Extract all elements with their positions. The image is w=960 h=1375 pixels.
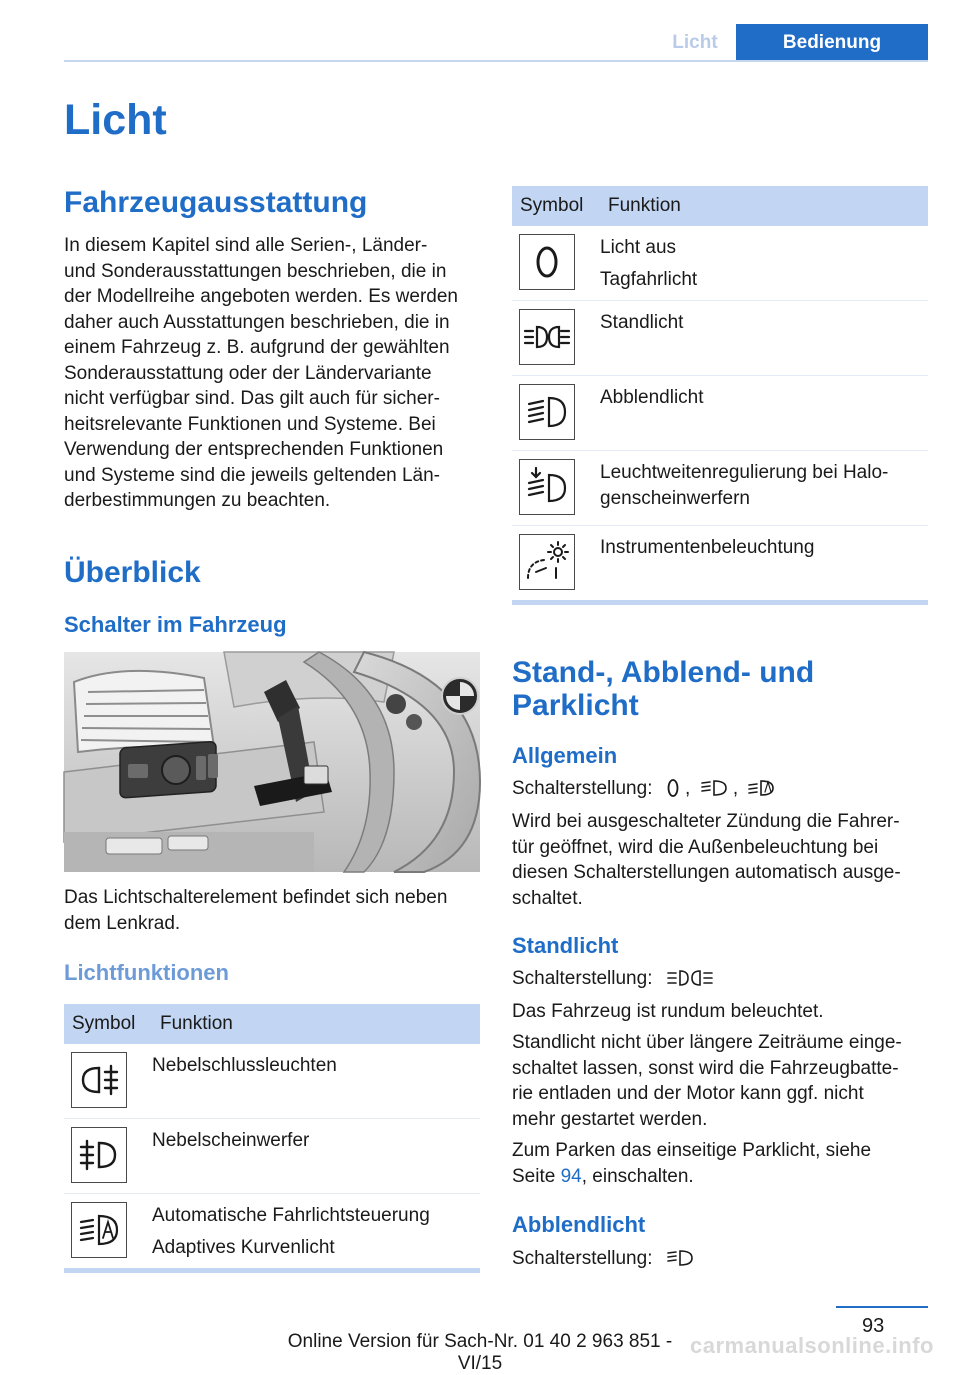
col-header-symbol: Symbol	[64, 1004, 152, 1044]
funktion-text: Nebelscheinwerfer	[152, 1130, 310, 1151]
parking-light-icon	[666, 968, 714, 996]
text-line: Verwendung der entsprechenden Funktionen	[64, 439, 444, 460]
separator: ,	[685, 778, 691, 799]
chapter-title: Licht	[64, 96, 167, 144]
table-row	[512, 451, 928, 526]
symbol-funktion-table	[512, 186, 928, 605]
parking-light-icon	[519, 309, 575, 365]
text-line: und Systeme sind die jeweils geltenden Län-	[64, 464, 441, 486]
heading-schalter: Schalter im Fahrzeug	[64, 612, 287, 637]
abblendlicht-switch-position	[512, 1246, 932, 1276]
heading-line: Stand-, Abblend- und	[512, 656, 815, 689]
heading-standlicht: Standlicht	[512, 933, 619, 958]
dashboard-switch-photo	[64, 652, 480, 872]
funktion-cell	[152, 1044, 480, 1119]
heading-lichtfunktionen: Lichtfunktionen	[64, 960, 229, 985]
funktion-text: Nebelschlussleuchten	[152, 1055, 337, 1076]
text-line: rie entladen und der Motor kann ggf. nicht	[512, 1083, 864, 1104]
funktion-cell	[600, 376, 928, 451]
online-version-text: Online Version für Sach-Nr. 01 40 2 963 851 - VI/15	[287, 1331, 673, 1374]
text-line: Wird bei ausgeschalteter Zündung die Fahrer-	[512, 811, 900, 832]
zero-light-off-icon	[519, 234, 575, 290]
funktion-text: Leuchtweitenregulierung bei Halo-	[600, 462, 889, 483]
page-ref-link[interactable]: 94	[560, 1165, 582, 1187]
instrument-lighting-icon	[519, 534, 575, 590]
auto-headlight-icon	[71, 1202, 127, 1258]
funktion-text: genscheinwerfern	[600, 488, 750, 509]
fahrzeugausstattung-text	[64, 233, 484, 514]
lichtfunktionen-table	[64, 1004, 480, 1273]
text-line: mehr gestartet werden.	[512, 1108, 708, 1130]
symbol-cell	[512, 526, 600, 603]
switch-label: Schalterstellung:	[512, 778, 653, 799]
funktion-cell	[152, 1119, 480, 1194]
rear-fog-light-icon	[71, 1052, 127, 1108]
text-line: tür geöffnet, wird die Außenbeleuchtung bei	[512, 836, 879, 858]
page-ref-prefix: Seite	[512, 1165, 556, 1187]
headlight-range-icon	[519, 459, 575, 515]
symbol-cell	[512, 301, 600, 376]
switch-label: Schalterstellung:	[512, 1248, 653, 1269]
standlicht-text-2	[512, 1030, 932, 1132]
funktion-text: Licht aus	[600, 237, 677, 258]
text-line: dem Lenkrad.	[64, 912, 181, 934]
text-line: Das Lichtschalterelement befindet sich neben	[64, 887, 448, 908]
photo-caption	[64, 885, 484, 936]
standlicht-text-1: Das Fahrzeug ist rundum beleuchtet.	[512, 1001, 824, 1022]
symbol-cell	[512, 226, 600, 301]
heading-allgemein: Allgemein	[512, 743, 618, 768]
table-row	[64, 1044, 480, 1119]
funktion-text: Standlicht	[600, 312, 684, 333]
table-header-row	[512, 186, 928, 226]
funktion-cell	[600, 451, 928, 526]
text-line: Standlicht nicht über längere Zeiträume einge-	[512, 1032, 902, 1053]
low-beam-icon	[747, 778, 775, 806]
symbol-cell	[64, 1194, 152, 1271]
text-line: und Sonderausstattungen beschrieben, die in	[64, 260, 447, 282]
text-line: heitsrelevante Funktionen und Systeme. Bei	[64, 413, 436, 435]
text-line: derbestimmungen zu beachten.	[64, 490, 331, 511]
switch-label: Schalterstellung:	[512, 968, 653, 989]
heading-abblendlicht: Abblendlicht	[512, 1212, 646, 1237]
text-line: Zum Parken das einseitige Parklicht, siehe	[512, 1140, 872, 1161]
text-line: einem Fahrzeug z. B. aufgrund der gewählten	[64, 337, 450, 358]
table-row	[64, 1119, 480, 1194]
heading-fahrzeugausstattung: Fahrzeugausstattung	[64, 186, 368, 219]
table-row	[512, 526, 928, 603]
funktion-cell	[600, 301, 928, 376]
page-number: 93	[862, 1315, 885, 1337]
symbol-cell	[64, 1119, 152, 1194]
allgemein-switch-positions	[512, 776, 932, 806]
symbol-cell	[512, 376, 600, 451]
funktion-cell	[600, 226, 928, 301]
standlicht-switch-position	[512, 966, 932, 996]
text-line: schaltet lassen, sonst wird die Fahrzeugbatte-	[512, 1057, 899, 1079]
watermark: carmanualsonline.info	[690, 1333, 934, 1358]
standlicht-text-3	[512, 1138, 932, 1189]
funktion-cell	[152, 1194, 480, 1271]
col-header-funktion: Funktion	[152, 1004, 480, 1044]
funktion-text: Tagfahrlicht	[600, 269, 698, 290]
table-row	[512, 226, 928, 301]
zero-light-off-icon	[666, 778, 680, 806]
text-line: der Modellreihe angeboten werden. Es werden	[64, 286, 458, 307]
table-row	[512, 376, 928, 451]
text-line: diesen Schalterstellungen automatisch ausge-	[512, 862, 901, 883]
page-ref-suffix: , einschalten.	[581, 1165, 694, 1187]
funktion-text: Automatische Fahrlichtsteuerung	[152, 1205, 430, 1226]
low-beam-icon	[519, 384, 575, 440]
symbol-cell	[512, 451, 600, 526]
text-line: Sonderausstattung oder der Ländervariante	[64, 362, 432, 384]
text-line	[512, 1164, 932, 1190]
text-line: nicht verfügbar sind. Das gilt auch für sicher-	[64, 388, 440, 409]
separator: ,	[732, 778, 739, 799]
col-header-symbol: Symbol	[512, 186, 600, 226]
funktion-text: Adaptives Kurvenlicht	[152, 1237, 335, 1258]
low-beam-icon	[666, 1248, 694, 1276]
heading-ueberblick: Überblick	[64, 556, 201, 589]
text-line: schaltet.	[512, 887, 583, 909]
text-line: In diesem Kapitel sind alle Serien-, Länder-	[64, 235, 428, 256]
footer-rule	[836, 1306, 928, 1308]
funktion-text: Abblendlicht	[600, 387, 704, 408]
table-row	[64, 1194, 480, 1271]
funktion-cell	[600, 526, 928, 603]
funktion-text: Instrumentenbeleuchtung	[600, 537, 815, 558]
dashboard-illustration	[64, 652, 480, 872]
header-tab-chapter: Bedienung	[736, 24, 928, 61]
front-fog-light-icon	[71, 1127, 127, 1183]
col-header-funktion: Funktion	[600, 186, 928, 226]
header-tab-section: Licht	[655, 24, 735, 61]
symbol-cell	[64, 1044, 152, 1119]
table-row	[512, 301, 928, 376]
header-rule	[64, 60, 928, 62]
allgemein-text	[512, 809, 932, 911]
heading-line: Parklicht	[512, 689, 639, 722]
heading-stand-abblend-parklicht	[512, 656, 814, 722]
table-header-row	[64, 1004, 480, 1044]
text-line: daher auch Ausstattungen beschrieben, die in	[64, 311, 450, 333]
parking-light-icon	[700, 778, 728, 806]
